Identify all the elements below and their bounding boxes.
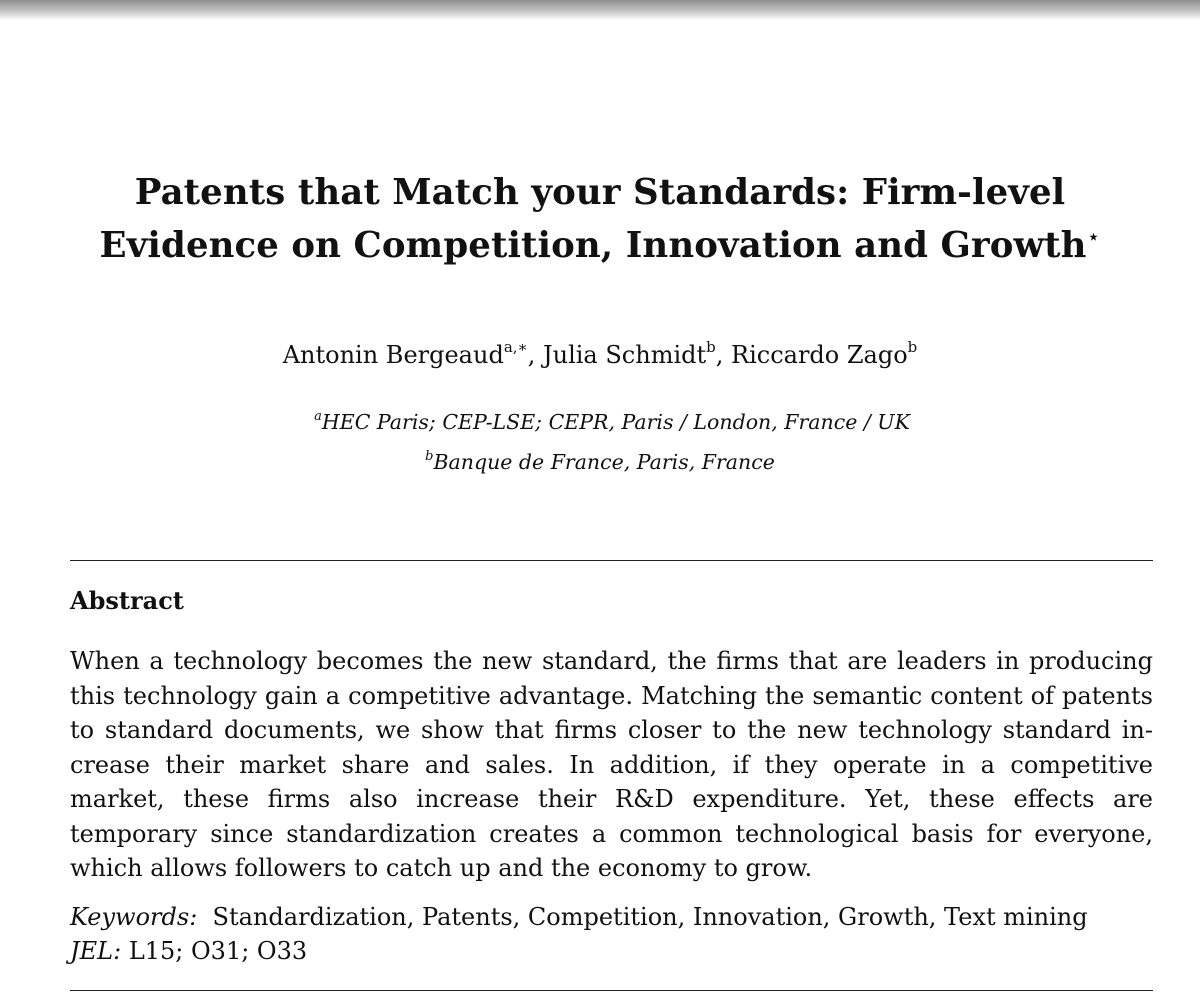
keywords-line [70, 900, 1153, 934]
jel-value: L15; O31; O33 [128, 937, 308, 965]
author-affiliation-mark: b [706, 338, 716, 356]
abstract-top-rule [70, 560, 1153, 561]
keywords-label: Keywords: [70, 903, 198, 931]
author-affiliation-mark: b [907, 338, 918, 356]
title-footnote-mark: ⋆ [1086, 225, 1101, 250]
affiliation-text: Banque de France, Paris, France [433, 450, 775, 474]
affiliation-text: HEC Paris; CEP-LSE; CEPR, Paris / London, France / UK [321, 410, 910, 434]
author-name: Antonin Bergeaud [282, 341, 504, 369]
author-name: Riccardo Zago [731, 341, 908, 369]
abstract-text: When a technology becomes the new standard, the firms that are leaders in producing this technology gain a competitive advantage. Matching the semantic content of patents to standard documents, we show that firms closer to the new technology standard increase their market share and sales. In addition, if they operate in a competitive market, these firms also increase their R&D expenditure. Yet, these effects are temporary since standardization creates a common technological basis for everyone, which allows followers to catch up and the economy to grow. [70, 647, 1153, 882]
paper-title-line-1: Patents that Match your Standards: Firm-level [134, 172, 1066, 213]
abstract-heading: Abstract [70, 586, 184, 615]
affiliation-a [0, 408, 1200, 436]
author-name: Julia Schmidt [542, 341, 707, 369]
jel-label: JEL: [70, 937, 122, 965]
viewer-top-shadow [0, 0, 1200, 20]
author-separator: , [715, 341, 732, 369]
author-list [0, 338, 1200, 372]
affiliation-mark: b [425, 449, 434, 464]
author-separator: , [527, 341, 543, 369]
document-page [0, 20, 1200, 1003]
paper-title-line-2: Evidence on Competition, Innovation and Growth [99, 225, 1087, 266]
keywords-value: Standardization, Patents, Competition, Innovation, Growth, Text mining [212, 903, 1088, 931]
abstract-bottom-rule [70, 990, 1153, 991]
affiliation-mark: a [314, 409, 322, 424]
affiliation-b [0, 448, 1200, 476]
author-affiliation-mark: a,∗ [503, 338, 528, 356]
paper-title [60, 166, 1140, 272]
jel-line [70, 934, 1153, 968]
